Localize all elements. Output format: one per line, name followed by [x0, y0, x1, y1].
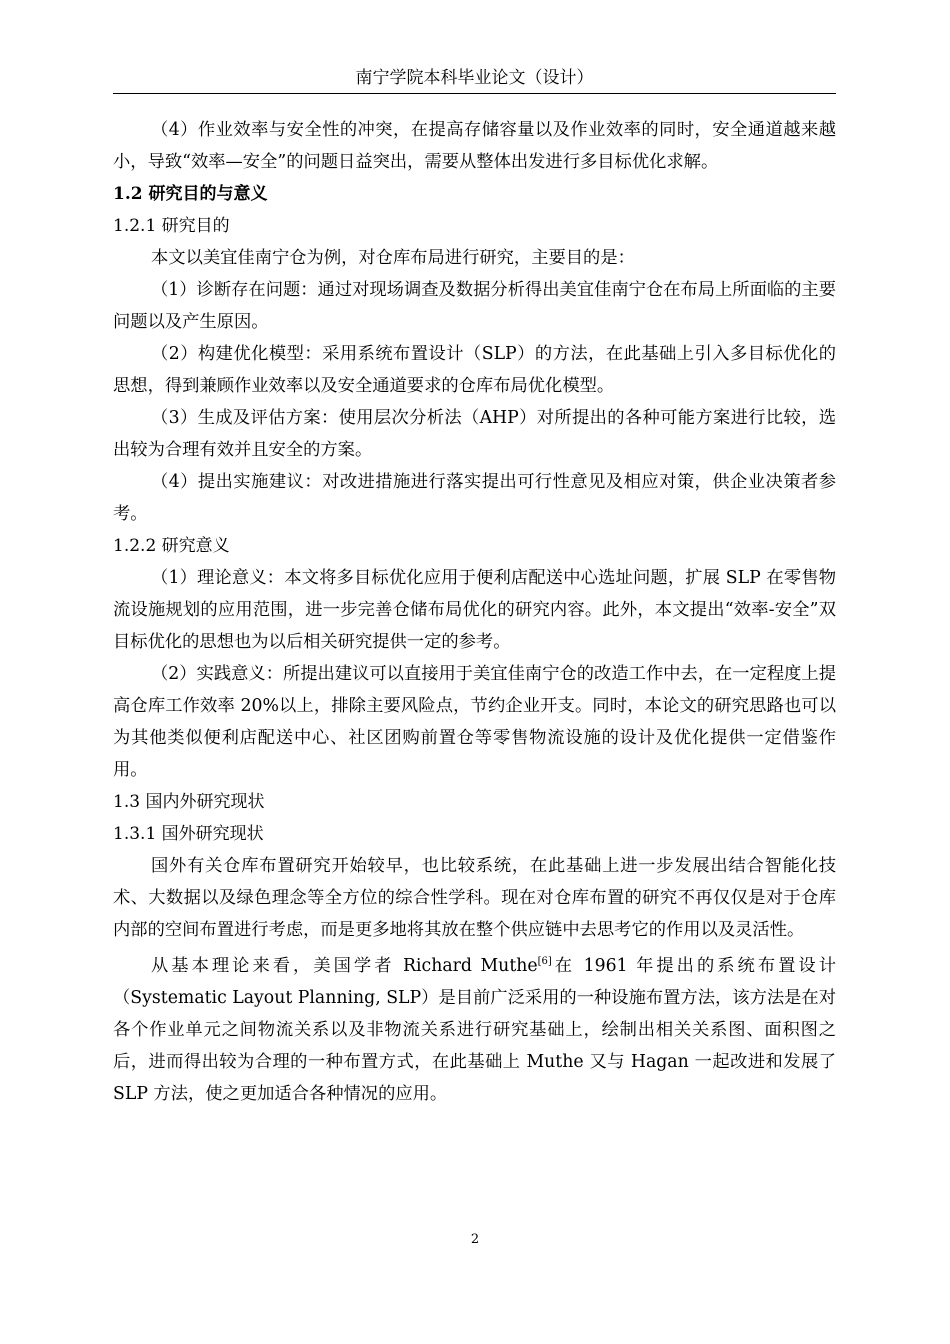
subsection-heading: 1.3.1 国外研究现状	[113, 824, 264, 844]
paragraph: （1）理论意义：本文将多目标优化应用于便利店配送中心选址问题，扩展 SLP 在零售物流设施规划的应用范围，进一步完善仓储布局优化的研究内容。此外，本文提出“效率-安全”双目标优化的思想也为以后相关研究提供一定的参考。	[113, 568, 836, 652]
paragraph-text: 从基本理论来看，美国学者 Richard Muthe	[151, 956, 538, 976]
subsection-heading: 1.2.1 研究目的	[113, 216, 230, 236]
paragraph: （2）构建优化模型：采用系统布置设计（SLP）的方法，在此基础上引入多目标优化的思想，得到兼顾作业效率以及安全通道要求的仓库布局优化模型。	[113, 344, 836, 396]
paragraph: （4）作业效率与安全性的冲突，在提高存储容量以及作业效率的同时，安全通道越来越小，导致“效率—安全”的问题日益突出，需要从整体出发进行多目标优化求解。	[113, 120, 836, 172]
page-header: 南宁学院本科毕业论文（设计）	[113, 66, 836, 94]
paragraph: 国外有关仓库布置研究开始较早，也比较系统，在此基础上进一步发展出结合智能化技术、大数据以及绿色理念等全方位的综合性学科。现在对仓库布置的研究不再仅仅是对于仓库内部的空间布置进行考虑，而是更多地将其放在整个供应链中去思考它的作用以及灵活性。	[113, 856, 836, 940]
paragraph: 本文以美宜佳南宁仓为例，对仓库布局进行研究，主要目的是：	[151, 248, 635, 268]
subsection-heading: 1.2.2 研究意义	[113, 536, 230, 556]
section-heading: 1.2 研究目的与意义	[113, 184, 268, 204]
page-number: 2	[470, 1232, 480, 1247]
paragraph: （2）实践意义：所提出建议可以直接用于美宜佳南宁仓的改造工作中去，在一定程度上提高仓库工作效率 20%以上，排除主要风险点，节约企业开支。同时，本论文的研究思路也可以为其他类似便利店配送中心、社区团购前置仓等零售物流设施的设计及优化提供一定借鉴作用。	[113, 664, 836, 780]
page-body	[113, 114, 836, 1110]
paragraph: （1）诊断存在问题：通过对现场调查及数据分析得出美宜佳南宁仓在布局上所面临的主要问题以及产生原因。	[113, 280, 836, 332]
paragraph: （3）生成及评估方案：使用层次分析法（AHP）对所提出的各种可能方案进行比较，选出较为合理有效并且安全的方案。	[113, 408, 836, 460]
paragraph	[113, 950, 836, 1110]
paragraph: （4）提出实施建议：对改进措施进行落实提出可行性意见及相应对策，供企业决策者参考。	[113, 472, 836, 524]
citation-reference[interactable]: [6]	[537, 956, 552, 967]
section-heading: 1.3 国内外研究现状	[113, 792, 265, 812]
paragraph-text: 在 1961 年提出的系统布置设计（Systematic Layout Planning, SLP）是目前广泛采用的一种设施布置方法，该方法是在对各个作业单元之间物流关系以及非物流关系进行研究基础上，绘制出相关关系图、面积图之后，进而得出较为合理的一种布置方式，在此基础上 Muthe 又与 Hagan 一起改进和发展了 SLP 方法，使之更加适合各种情况的应用。	[113, 956, 837, 1104]
